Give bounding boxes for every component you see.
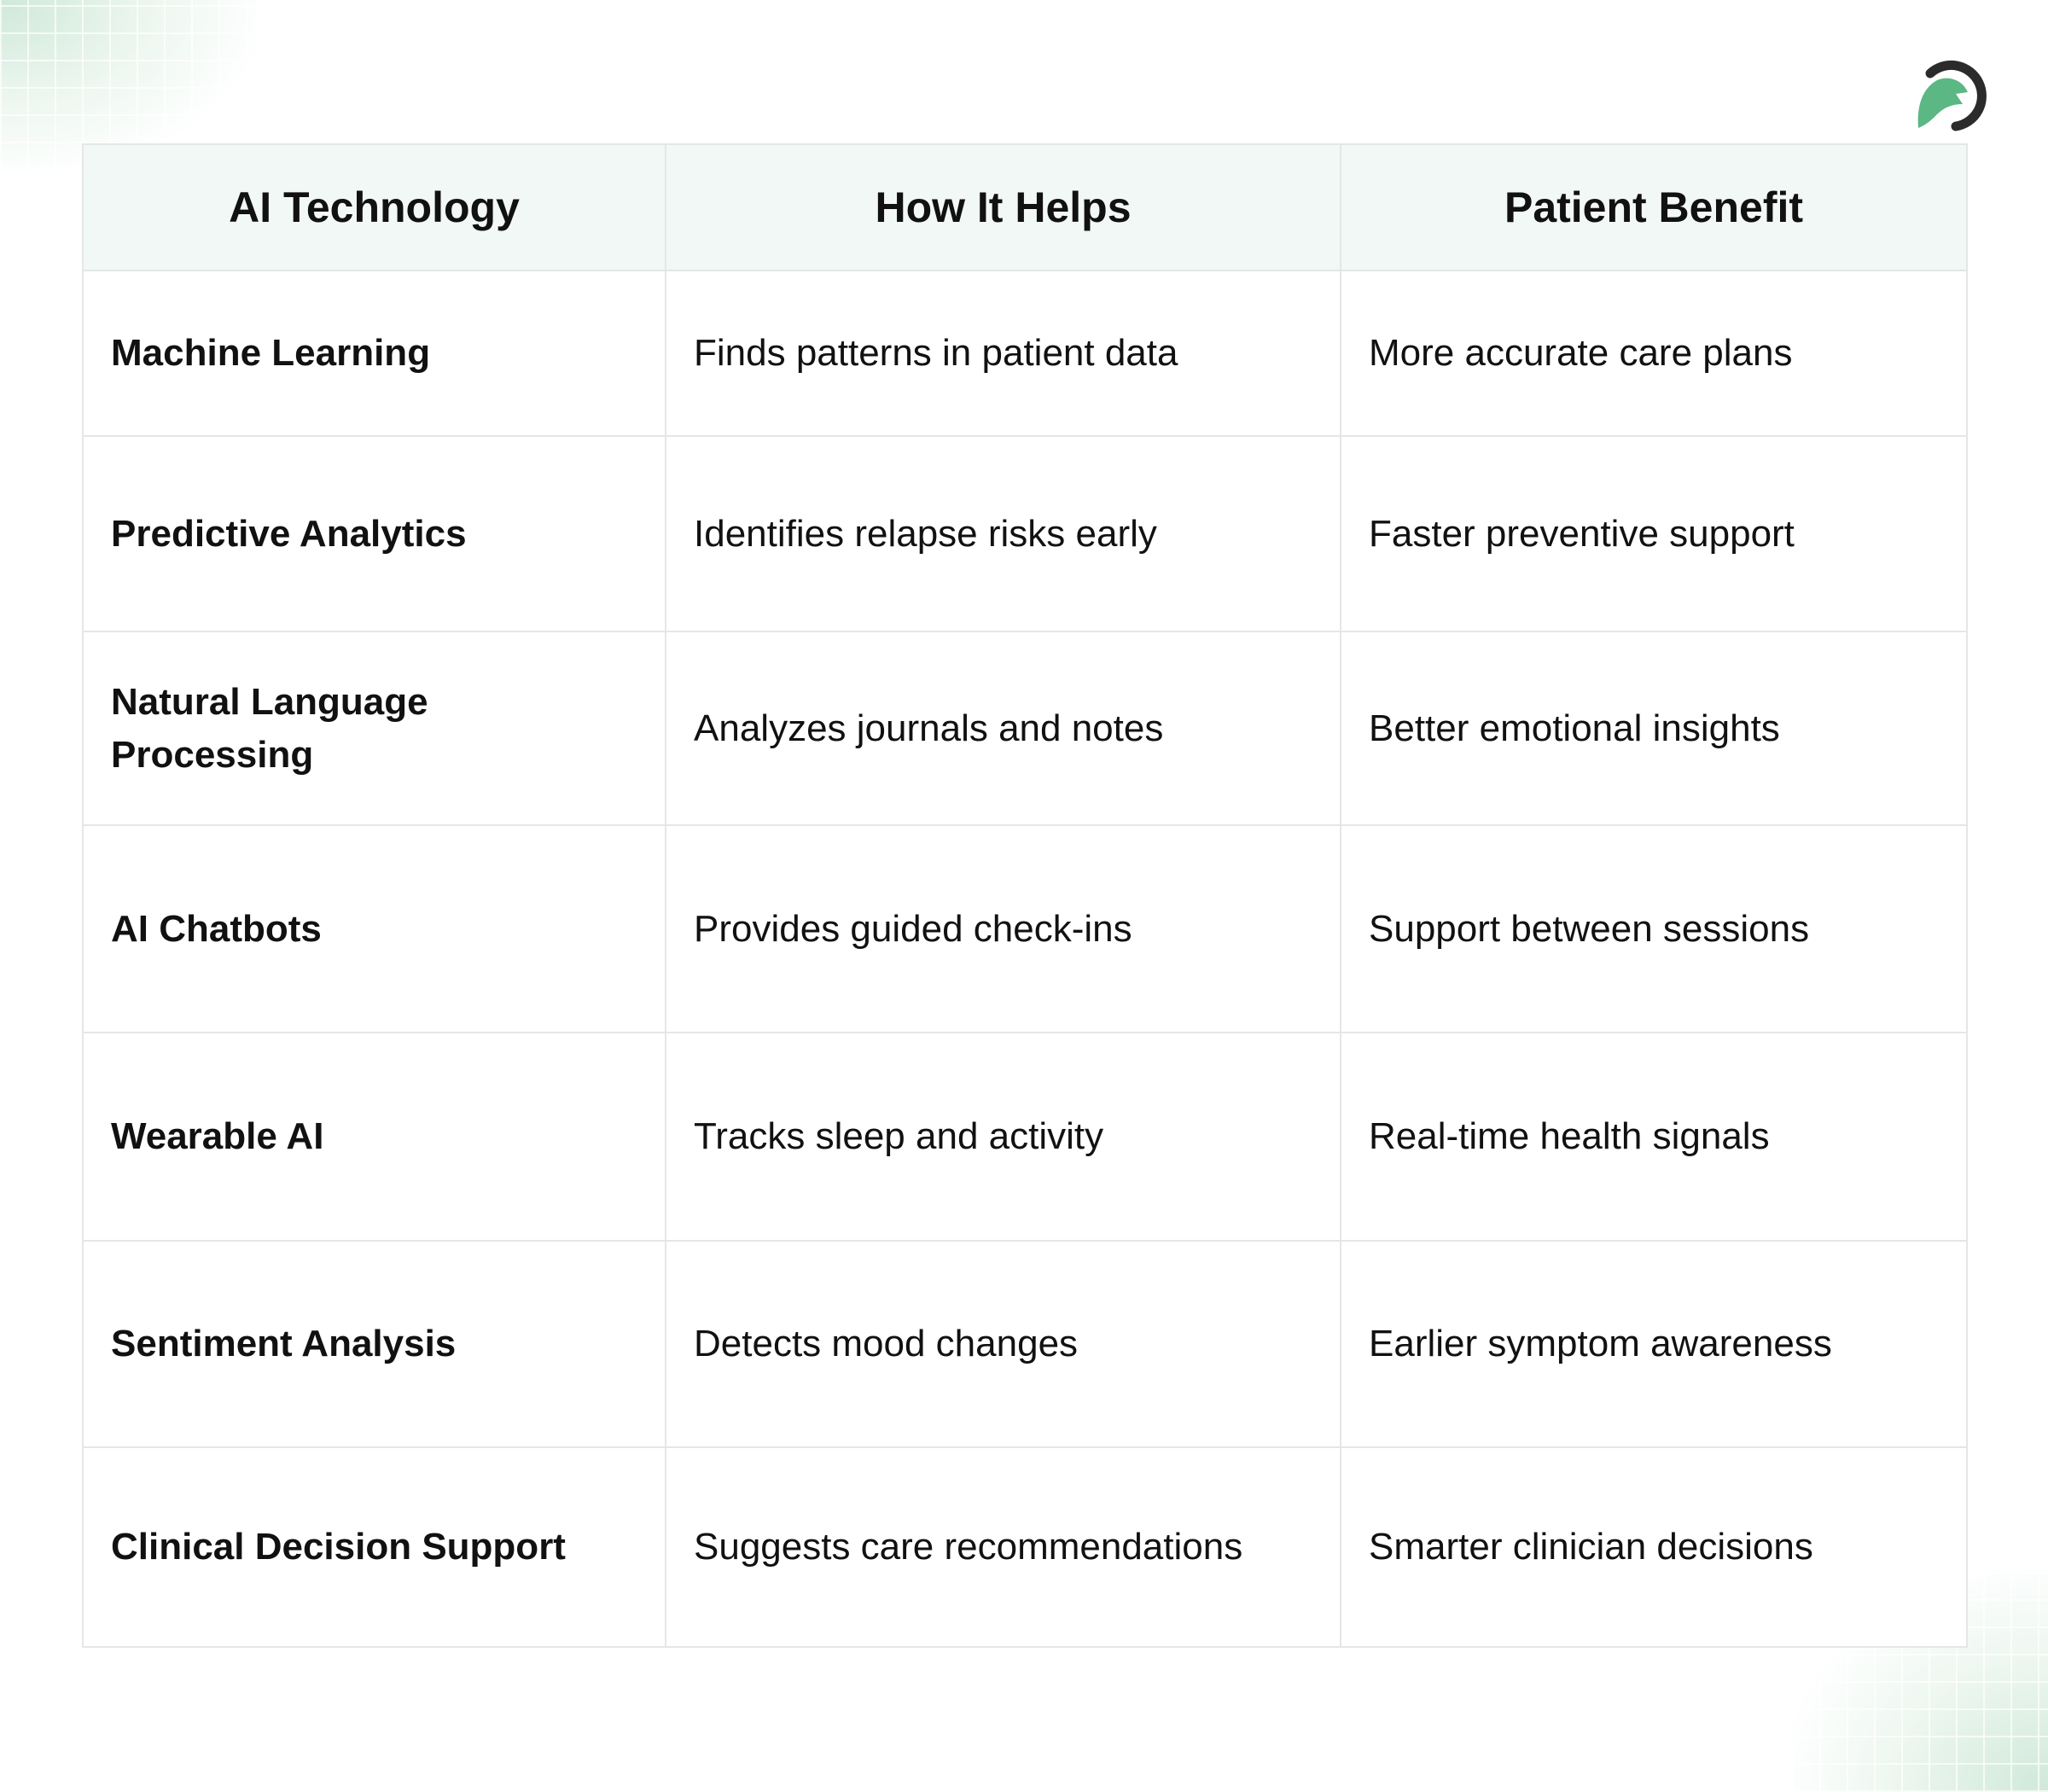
how-it-helps-cell: Analyzes journals and notes	[666, 631, 1341, 825]
table-row	[83, 271, 1967, 436]
column-header-how-it-helps: How It Helps	[666, 144, 1341, 271]
patient-benefit-cell: Smarter clinician decisions	[1341, 1447, 1967, 1647]
patient-benefit-cell: Earlier symptom awareness	[1341, 1241, 1967, 1447]
patient-benefit-cell: Real-time health signals	[1341, 1033, 1967, 1241]
column-header-patient-benefit: Patient Benefit	[1341, 144, 1967, 271]
technology-cell: Sentiment Analysis	[83, 1241, 666, 1447]
technology-cell: Natural Language Processing	[83, 631, 666, 825]
ai-technology-table	[82, 143, 1968, 1648]
leaf-helmet-logo-icon	[1911, 58, 1988, 135]
technology-cell: Predictive Analytics	[83, 436, 666, 631]
patient-benefit-cell: Faster preventive support	[1341, 436, 1967, 631]
how-it-helps-cell: Detects mood changes	[666, 1241, 1341, 1447]
patient-benefit-cell: Support between sessions	[1341, 825, 1967, 1033]
table-row	[83, 436, 1967, 631]
patient-benefit-cell: More accurate care plans	[1341, 271, 1967, 436]
table-row	[83, 1241, 1967, 1447]
table-header-row	[83, 144, 1967, 271]
how-it-helps-cell: Tracks sleep and activity	[666, 1033, 1341, 1241]
technology-cell: Wearable AI	[83, 1033, 666, 1241]
how-it-helps-cell: Provides guided check-ins	[666, 825, 1341, 1033]
table-row	[83, 1447, 1967, 1647]
technology-cell: AI Chatbots	[83, 825, 666, 1033]
how-it-helps-cell: Suggests care recommendations	[666, 1447, 1341, 1647]
technology-cell: Clinical Decision Support	[83, 1447, 666, 1647]
table-row	[83, 631, 1967, 825]
table-row	[83, 825, 1967, 1033]
column-header-ai-technology: AI Technology	[83, 144, 666, 271]
patient-benefit-cell: Better emotional insights	[1341, 631, 1967, 825]
technology-cell: Machine Learning	[83, 271, 666, 436]
how-it-helps-cell: Identifies relapse risks early	[666, 436, 1341, 631]
how-it-helps-cell: Finds patterns in patient data	[666, 271, 1341, 436]
table-row	[83, 1033, 1967, 1241]
